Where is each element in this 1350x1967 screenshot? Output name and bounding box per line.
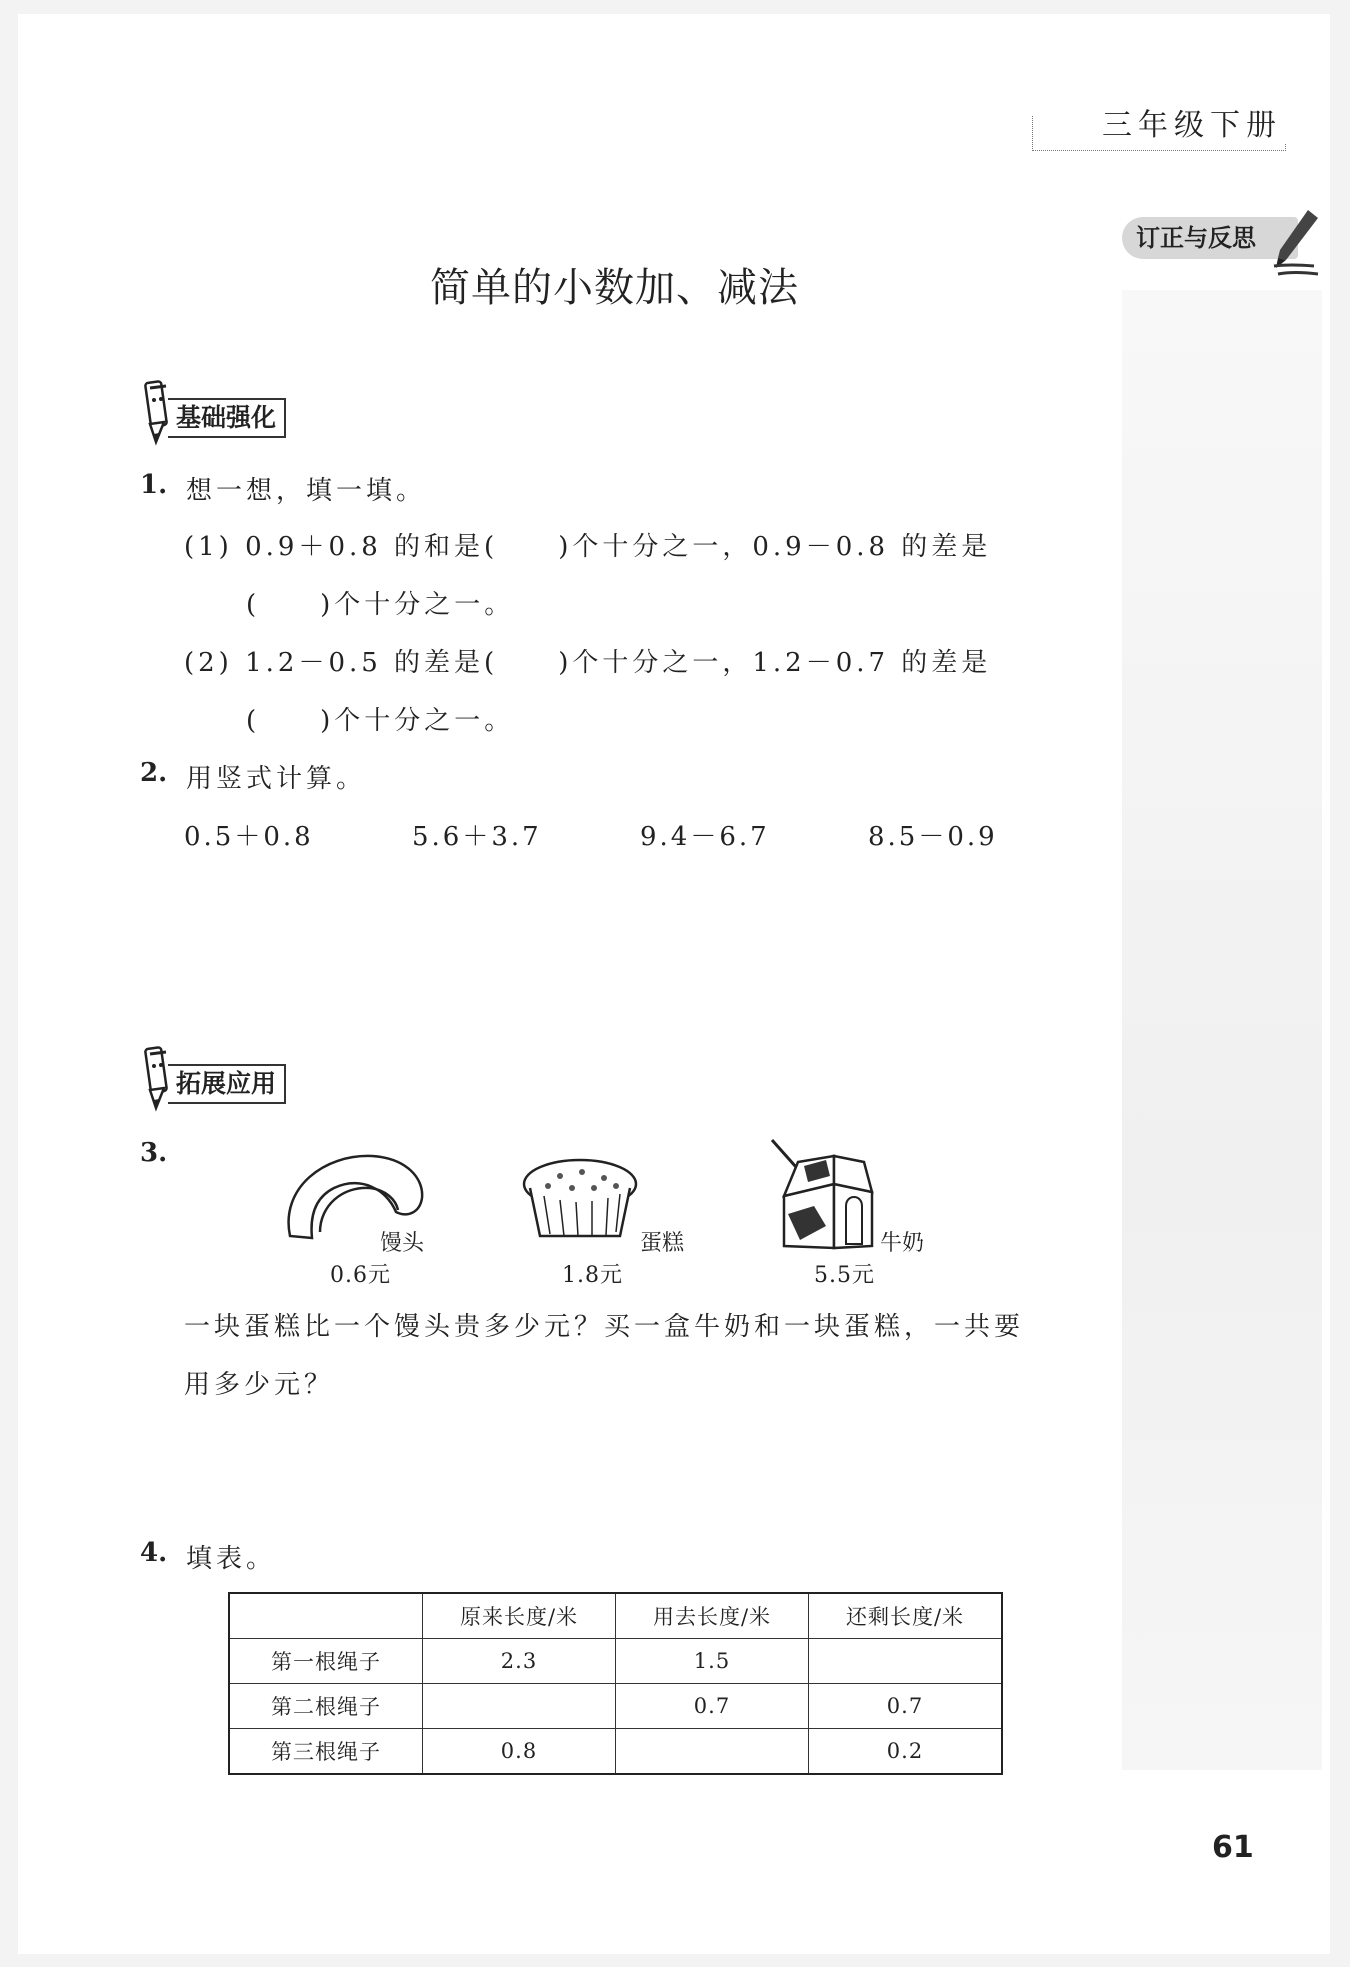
page-title: 简单的小数加、减法 <box>430 265 799 311</box>
table-header-cell: 还剩长度/米 <box>809 1593 1003 1639</box>
rope-length-table <box>228 1592 1003 1775</box>
table-cell: 第三根绳子 <box>229 1729 423 1775</box>
correction-tab: 订正与反思 <box>1122 217 1298 259</box>
q4-number: 4. <box>140 1538 168 1568</box>
section-basic-label: 基础强化 <box>168 398 286 438</box>
price-cake: 1.8元 <box>562 1263 623 1288</box>
page-number: 61 <box>1212 1830 1254 1865</box>
pen-icon <box>1270 208 1322 280</box>
section-extension-label: 拓展应用 <box>168 1064 286 1104</box>
table-row <box>229 1729 1002 1775</box>
table-cell: 0.8 <box>423 1729 616 1775</box>
cake-icon <box>520 1156 640 1244</box>
table-header-row <box>229 1593 1002 1639</box>
table-cell: 第一根绳子 <box>229 1639 423 1684</box>
q2-number: 2. <box>140 758 168 788</box>
q2-calc-3: 9.4－6.7 <box>640 822 770 852</box>
table-cell: 0.7 <box>616 1684 809 1729</box>
table-cell: 0.2 <box>809 1729 1003 1775</box>
grade-label: 三年级下册 <box>1098 100 1286 144</box>
q1-line-2: ( )个十分之一。 <box>246 590 515 620</box>
q3-question-line-1: 一块蛋糕比一个馒头贵多少元？买一盒牛奶和一块蛋糕，一共要 <box>184 1312 1025 1342</box>
q2-calc-2: 5.6＋3.7 <box>412 822 542 852</box>
q1-line-1: (1) 0.9＋0.8 的和是( )个十分之一，0.9－0.8 的差是 <box>184 532 992 562</box>
milk-carton-icon <box>764 1136 884 1252</box>
table-row <box>229 1684 1002 1729</box>
price-milk: 5.5元 <box>814 1263 875 1288</box>
q4-prompt: 填表。 <box>186 1544 277 1574</box>
table-row <box>229 1639 1002 1684</box>
q2-prompt: 用竖式计算。 <box>186 764 367 794</box>
q1-prompt: 想一想，填一填。 <box>186 476 427 506</box>
table-header-cell <box>229 1593 423 1639</box>
table-cell[interactable] <box>616 1729 809 1775</box>
food-name-cake: 蛋糕 <box>640 1231 685 1256</box>
q2-calc-1: 0.5＋0.8 <box>184 822 314 852</box>
food-name-milk: 牛奶 <box>880 1231 925 1256</box>
correction-margin-column <box>1122 290 1322 1770</box>
table-cell: 0.7 <box>809 1684 1003 1729</box>
q3-question-line-2: 用多少元？ <box>184 1370 335 1400</box>
q1-line-3: (2) 1.2－0.5 的差是( )个十分之一，1.2－0.7 的差是 <box>184 648 992 678</box>
price-bun: 0.6元 <box>330 1263 391 1288</box>
table-cell[interactable] <box>423 1684 616 1729</box>
food-name-bun: 馒头 <box>380 1231 425 1256</box>
table-header-cell: 用去长度/米 <box>616 1593 809 1639</box>
q1-line-4: ( )个十分之一。 <box>246 706 515 736</box>
table-cell[interactable] <box>809 1639 1003 1684</box>
q1-number: 1. <box>140 470 168 500</box>
q3-number: 3. <box>140 1138 168 1168</box>
table-cell: 第二根绳子 <box>229 1684 423 1729</box>
table-cell: 2.3 <box>423 1639 616 1684</box>
table-header-cell: 原来长度/米 <box>423 1593 616 1639</box>
q2-calc-4: 8.5－0.9 <box>868 822 998 852</box>
table-cell: 1.5 <box>616 1639 809 1684</box>
